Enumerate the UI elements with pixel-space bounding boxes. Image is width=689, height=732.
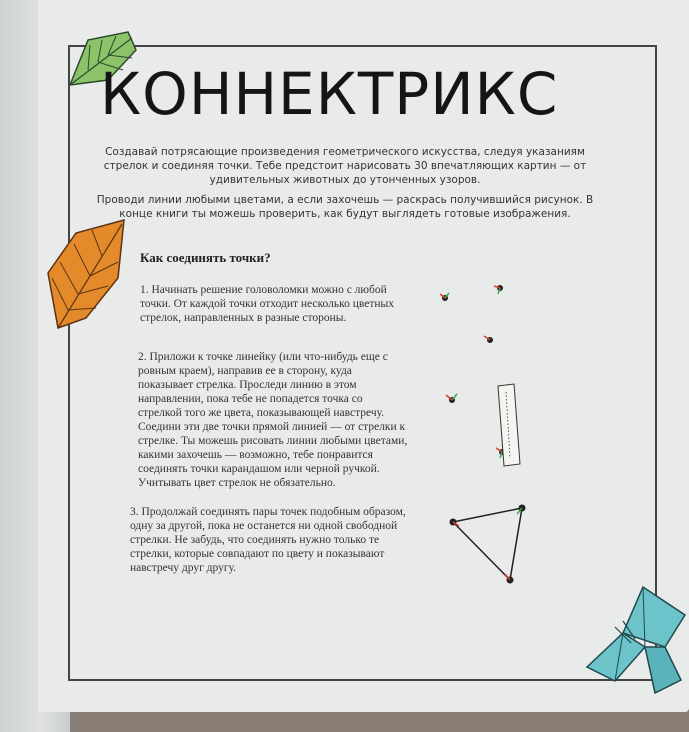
step-1-dots-diagram [435, 280, 515, 350]
step-3-triangle-diagram [445, 500, 535, 590]
step-2-text: 2. Приложи к точке линейку (или что-нибудь еще с ровным краем), направив ее в сторону, куда показывает стрелка. Проследи линию в этом направлении, пока тебе не попадется точка со стрелкой того же цвета, показывающей навстречу. Соедини эти две точки прямой линией — от стрелки к стрелке. Ты можешь рисовать линии любыми цветами, какими захочешь — возможно, тебе понравится соединять точки карандашом или черной ручкой. Учитывать цвет стрелок не обязательно. [138, 351, 408, 489]
butterfly-icon [585, 585, 689, 697]
step-1-text: 1. Начинать решение головоломки можно с любой точки. От каждой точки отходит несколько цветных стрелок, направленных в разные стороны. [140, 284, 395, 324]
intro-paragraph-1: Создавай потрясающие произведения геометрического искусства, следуя указаниям стрелок и соединяя точки. Тебе предстоит нарисовать 30 впечатляющих картин — от удивительных животных до утонченных узоров. [103, 146, 587, 186]
how-to-heading: Как соединять точки? [140, 250, 271, 265]
step-3-text: 3. Продолжай соединять пары точек подобным образом, одну за другой, пока не останется ни одной свободной стрелки. Не забудь, что соединять нужно только те стрелки, которые совпадают по цвету и показывают навстречу друг другу. [130, 506, 406, 574]
orange-leaf-icon [46, 218, 128, 330]
intro-paragraph-2: Проводи линии любыми цветами, а если захочешь — раскрась получившийся рисунок. В конце книги ты можешь проверить, как будут выглядеть готовые изображения. [96, 194, 594, 220]
step-2-ruler-diagram [440, 378, 530, 473]
intro-text [95, 145, 595, 227]
page-title: КОННЕКТРИКС [100, 60, 559, 128]
